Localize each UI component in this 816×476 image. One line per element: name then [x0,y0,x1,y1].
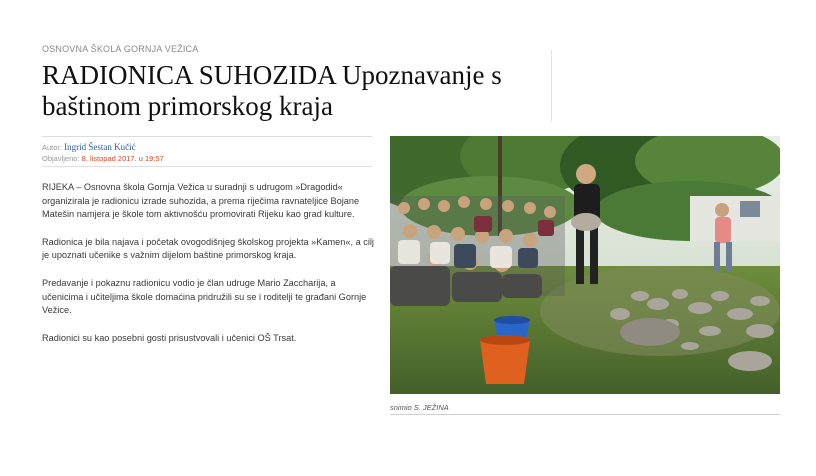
published-date: 8. listopad 2017. u 19:57 [81,154,164,163]
author-link[interactable]: Ingrid Šestan Kučić [64,142,136,152]
title-divider [551,50,552,122]
author-label: Autor: [42,143,63,152]
body-paragraph: Radionici su kao posebni gosti prisustvovali i učenici OŠ Trsat. [42,332,297,343]
meta-divider [42,166,372,167]
article-photo [390,136,780,394]
body-paragraph: RIJEKA – Osnovna škola Gornja Vežica u suradnji s udrugom »Dragodid« organizirala je radionicu izrade suhozida, a prema riječima ravnateljice Bojane Matešin namjera je škole tom aktivnošću promovirati Rijeku kao grad kulture. [42,182,360,220]
body-paragraph: Predavanje i pokaznu radionicu vodio je član udruge Mario Zaccharija, a učenicima i učiteljima škole domaćina pridružili su se i roditelji te građani Gornje Vežice. [42,277,367,316]
published-label: Objavljeno: [42,154,80,163]
body-paragraph: Radionica je bila najava i početak ovogodišnjeg školskog projekta »Kamen«, a cilj je upoznati učenike s važnim dijelom baštine primorskog kraja. [42,236,374,261]
author-row [42,142,372,153]
published-row [42,153,372,164]
section-kicker: OSNOVNA ŠKOLA GORNJA VEŽICA [42,44,199,54]
photo-caption: snimio S. JEŽINA [390,403,449,412]
caption-divider [390,414,780,415]
article-title: RADIONICA SUHOZIDA Upoznavanje s baštinom primorskog kraja [42,60,502,121]
article-meta [42,136,372,164]
article-body [42,181,374,359]
